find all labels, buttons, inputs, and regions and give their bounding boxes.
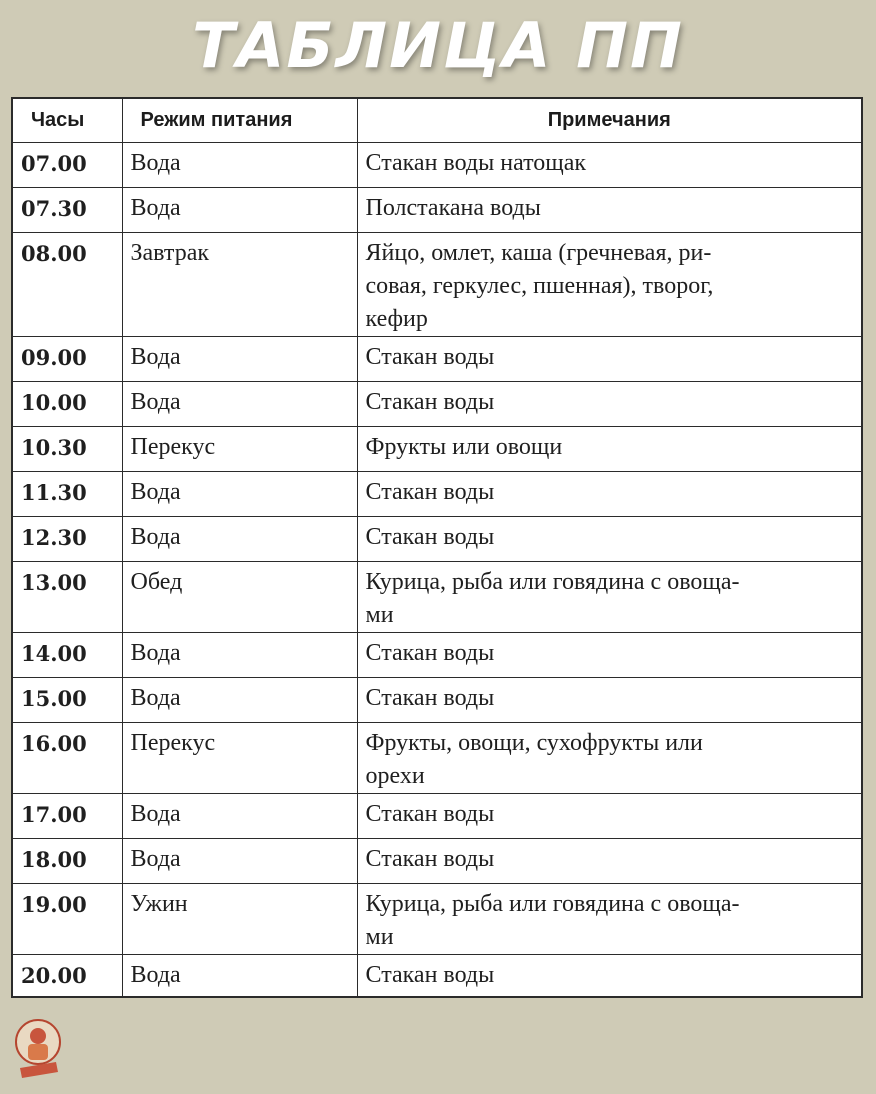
note-cell: Фрукты или овощи [357,426,861,471]
meal-cell: Вода [122,838,357,883]
header-hours: Часы [13,99,122,142]
time-cell: 13.00 [13,561,122,632]
meal-cell: Завтрак [122,232,357,336]
meal-cell: Обед [122,561,357,632]
note-cell: Полстакана воды [357,187,861,232]
table-row [13,426,861,471]
time-cell: 16.00 [13,722,122,793]
page-title: ТАБЛИЦА ПП [192,9,684,82]
note-cell: Стакан воды [357,954,861,998]
meal-cell: Вода [122,632,357,677]
time-cell: 07.30 [13,187,122,232]
meal-cell: Вода [122,336,357,381]
time-cell: 07.00 [13,142,122,187]
header-meal-mode: Режим питания [122,99,357,142]
note-cell: Стакан воды [357,516,861,561]
logo-icon [12,1012,66,1082]
table-row [13,232,861,336]
header-notes: Примечания [357,99,861,142]
table-row [13,561,861,632]
meal-cell: Вода [122,954,357,998]
table-row [13,381,861,426]
table-row [13,471,861,516]
time-cell: 18.00 [13,838,122,883]
note-cell: Стакан воды [357,838,861,883]
time-cell: 14.00 [13,632,122,677]
table-row [13,954,861,998]
time-cell: 15.00 [13,677,122,722]
note-cell: Стакан воды [357,381,861,426]
meal-schedule-table [11,97,863,998]
note-cell: Курица, рыба или говядина с овоща- ми [357,561,861,632]
time-cell: 10.30 [13,426,122,471]
note-cell: Стакан воды [357,336,861,381]
note-cell: Курица, рыба или говядина с овоща- ми [357,883,861,954]
time-cell: 09.00 [13,336,122,381]
table-row [13,883,861,954]
note-cell: Стакан воды натощак [357,142,861,187]
table-row [13,516,861,561]
time-cell: 17.00 [13,793,122,838]
note-cell: Фрукты, овощи, сухофрукты или орехи [357,722,861,793]
meal-cell: Ужин [122,883,357,954]
time-cell: 20.00 [13,954,122,998]
table-row [13,838,861,883]
meal-cell: Вода [122,471,357,516]
meal-cell: Перекус [122,722,357,793]
meal-cell: Перекус [122,426,357,471]
note-cell: Яйцо, омлет, каша (гречневая, ри- совая, геркулес, пшенная), творог, кефир [357,232,861,336]
meal-cell: Вода [122,677,357,722]
meal-cell: Вода [122,381,357,426]
note-cell: Стакан воды [357,793,861,838]
note-cell: Стакан воды [357,471,861,516]
note-cell: Стакан воды [357,632,861,677]
table-row [13,677,861,722]
table-row [13,336,861,381]
time-cell: 11.30 [13,471,122,516]
time-cell: 19.00 [13,883,122,954]
table-header-row [13,99,861,142]
meal-cell: Вода [122,142,357,187]
note-cell: Стакан воды [357,677,861,722]
table-row [13,632,861,677]
meal-cell: Вода [122,516,357,561]
time-cell: 08.00 [13,232,122,336]
table-row [13,722,861,793]
table-row [13,187,861,232]
table-row [13,142,861,187]
time-cell: 10.00 [13,381,122,426]
meal-cell: Вода [122,793,357,838]
table-row [13,793,861,838]
meal-cell: Вода [122,187,357,232]
time-cell: 12.30 [13,516,122,561]
